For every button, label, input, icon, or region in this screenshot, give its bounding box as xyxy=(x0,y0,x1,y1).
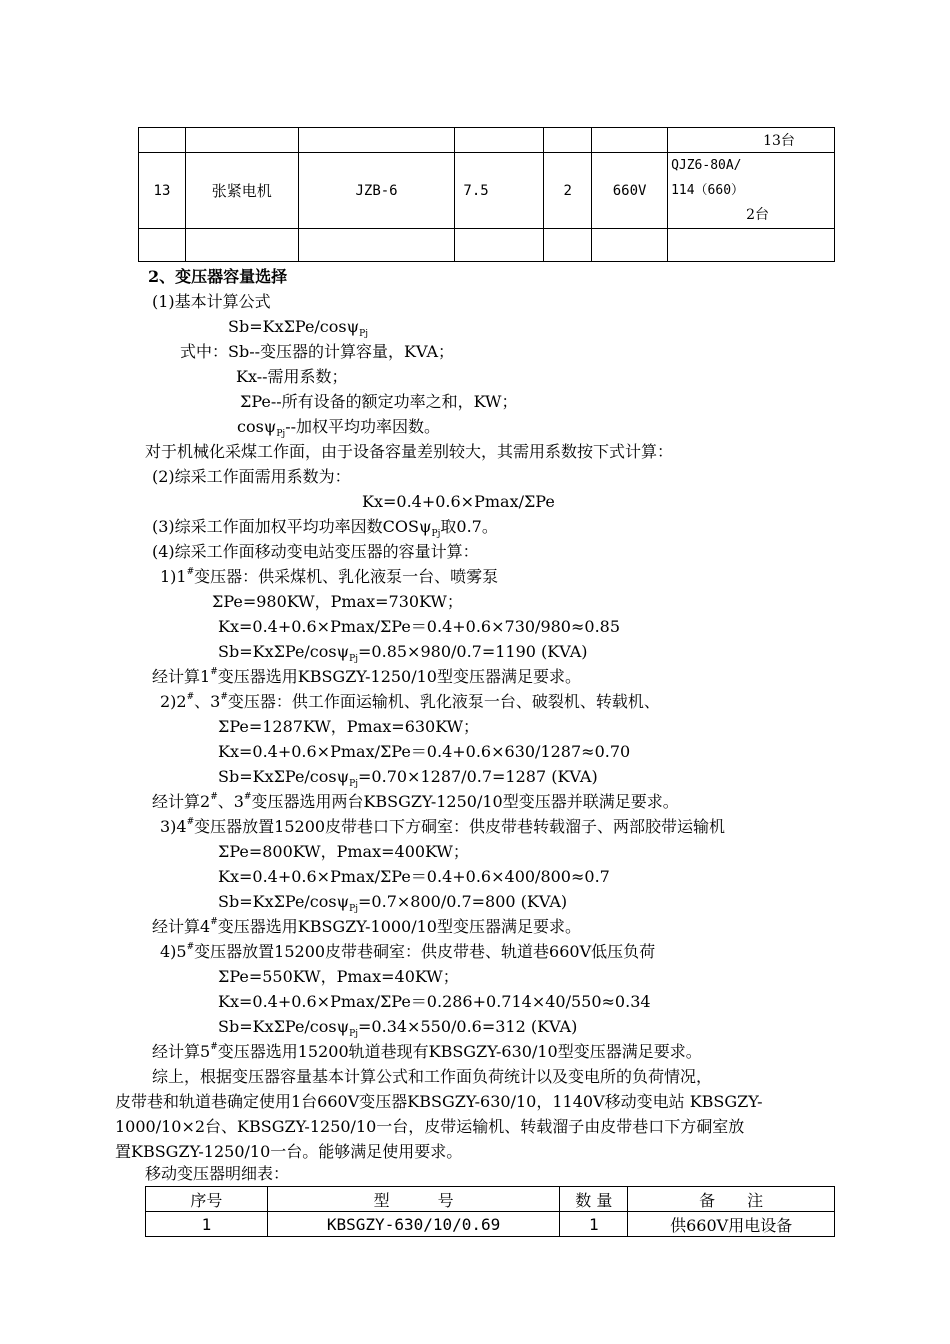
table-row xyxy=(139,153,835,229)
formula-line: Sb=KxΣPe/cosψ$_{Pj}$=0.85×980/0.7=1190 (KVA) xyxy=(218,642,588,665)
cell-voltage xyxy=(592,128,668,153)
remark-line: 2台 xyxy=(746,207,769,223)
transformer-table xyxy=(145,1186,835,1237)
text-line: (3)综采工作面加权平均功率因数COSψ$_{Pj}$取0.7。 xyxy=(152,517,498,540)
text-line: 经计算5#变压器选用15200轨道巷现有KBSGZY-630/10型变压器满足要求。 xyxy=(152,1042,702,1061)
cell-name xyxy=(185,128,298,153)
cell-model xyxy=(298,229,455,262)
cell-qty: 2 xyxy=(544,153,592,229)
cell-no: 13 xyxy=(139,153,186,229)
text-line: (1)基本计算公式 xyxy=(152,292,271,311)
formula-line: Kx=0.4+0.6×Pmax/ΣPe＝0.4+0.6×630/1287≈0.70 xyxy=(218,742,631,761)
text-line: (2)综采工作面需用系数为： xyxy=(152,467,351,486)
cell-power: 7.5 xyxy=(455,153,544,229)
cell-name: 张紧电机 xyxy=(185,153,298,229)
formula-line: Kx=0.4+0.6×Pmax/ΣPe xyxy=(362,492,555,511)
formula-line: Kx=0.4+0.6×Pmax/ΣPe＝0.286+0.714×40/550≈0.34 xyxy=(218,992,651,1011)
header-no: 序号 xyxy=(146,1187,268,1212)
cell-name xyxy=(185,229,298,262)
paragraph-line: 综上，根据变压器容量基本计算公式和工作面负荷统计以及变电所的负荷情况， xyxy=(152,1067,713,1086)
formula-line: Sb=KxΣPe/cosψ$_{Pj}$ xyxy=(228,317,369,340)
cell-voltage: 660V xyxy=(592,153,668,229)
table-row xyxy=(139,128,835,153)
cell-qty xyxy=(544,128,592,153)
text-line: Kx--需用系数； xyxy=(236,367,348,386)
formula-line: Sb=KxΣPe/cosψ$_{Pj}$=0.34×550/0.6=312 (KVA) xyxy=(218,1017,578,1040)
text-line: ΣPe=980KW，Pmax=730KW； xyxy=(212,592,463,611)
text-line: 1)1#变压器：供采煤机、乳化液泵一台、喷雾泵 xyxy=(160,567,499,586)
formula-line: Sb=KxΣPe/cosψ$_{Pj}$=0.7×800/0.7=800 (KVA) xyxy=(218,892,568,915)
paragraph-line: 置KBSGZY-1250/10一台。能够满足使用要求。 xyxy=(115,1142,463,1161)
cell-power xyxy=(455,229,544,262)
formula-line: Sb=KxΣPe/cosψ$_{Pj}$=0.70×1287/0.7=1287 (KVA) xyxy=(218,767,598,790)
cell-remark: 供660V用电设备 xyxy=(628,1212,835,1237)
formula-line: Kx=0.4+0.6×Pmax/ΣPe＝0.4+0.6×730/980≈0.85 xyxy=(218,617,621,636)
cell-model: KBSGZY-630/10/0.69 xyxy=(267,1212,560,1237)
cell-no: 1 xyxy=(146,1212,268,1237)
remark-line: 114（660） xyxy=(671,183,745,198)
cell-model: JZB-6 xyxy=(298,153,455,229)
table-caption: 移动变压器明细表： xyxy=(145,1164,290,1183)
text-line: 经计算2#、3#变压器选用两台KBSGZY-1250/10型变压器并联满足要求。 xyxy=(152,792,679,811)
cell-qty xyxy=(544,229,592,262)
header-remark: 备 注 xyxy=(628,1187,835,1212)
cell-qty: 1 xyxy=(560,1212,628,1237)
section-title: 2、变压器容量选择 xyxy=(148,267,288,286)
cell-no xyxy=(139,229,186,262)
cell-voltage xyxy=(592,229,668,262)
formula-line: Kx=0.4+0.6×Pmax/ΣPe＝0.4+0.6×400/800≈0.7 xyxy=(218,867,610,886)
header-qty: 数 量 xyxy=(560,1187,628,1212)
text-line: 经计算4#变压器选用KBSGZY-1000/10型变压器满足要求。 xyxy=(152,917,581,936)
cell-remark: 13台 xyxy=(668,128,835,153)
remark-line: QJZ6-80A/ xyxy=(671,158,742,173)
text-line: 经计算1#变压器选用KBSGZY-1250/10型变压器满足要求。 xyxy=(152,667,581,686)
table-row xyxy=(146,1212,835,1237)
text-line: ΣPe=550KW，Pmax=40KW； xyxy=(218,967,459,986)
text-line: 2)2#、3#变压器：供工作面运输机、乳化液泵一台、破裂机、转载机、 xyxy=(160,692,660,711)
text-line: ΣPe=1287KW，Pmax=630KW； xyxy=(218,717,480,736)
text-line: 式中：Sb--变压器的计算容量，KVA； xyxy=(180,342,454,361)
text-line: ΣPe=800KW，Pmax=400KW； xyxy=(218,842,469,861)
paragraph-line: 1000/10×2台、KBSGZY-1250/10一台，皮带运输机、转载溜子由皮带巷口下方硐室放 xyxy=(115,1117,745,1136)
text-line: 对于机械化采煤工作面，由于设备容量差别较大，其需用系数按下式计算： xyxy=(145,442,674,461)
cell-model xyxy=(298,128,455,153)
equipment-table xyxy=(138,127,835,262)
cell-no xyxy=(139,128,186,153)
text-line: 4)5#变压器放置15200皮带巷硐室：供皮带巷、轨道巷660V低压负荷 xyxy=(160,942,656,961)
text-line: ΣPe--所有设备的额定功率之和，KW； xyxy=(240,392,518,411)
table-header-row xyxy=(146,1187,835,1212)
text-line: (4)综采工作面移动变电站变压器的容量计算： xyxy=(152,542,479,561)
header-model: 型 号 xyxy=(267,1187,560,1212)
paragraph-line: 皮带巷和轨道巷确定使用1台660V变压器KBSGZY-630/10，1140V移动变电站 KBSGZY- xyxy=(115,1092,763,1111)
text-line: 3)4#变压器放置15200皮带巷口下方硐室：供皮带巷转载溜子、两部胶带运输机 xyxy=(160,817,726,836)
text-line: cosψ$_{Pj}$--加权平均功率因数。 xyxy=(237,417,441,440)
cell-power xyxy=(455,128,544,153)
cell-remark xyxy=(668,229,835,262)
cell-remark xyxy=(668,153,835,229)
table-row xyxy=(139,229,835,262)
